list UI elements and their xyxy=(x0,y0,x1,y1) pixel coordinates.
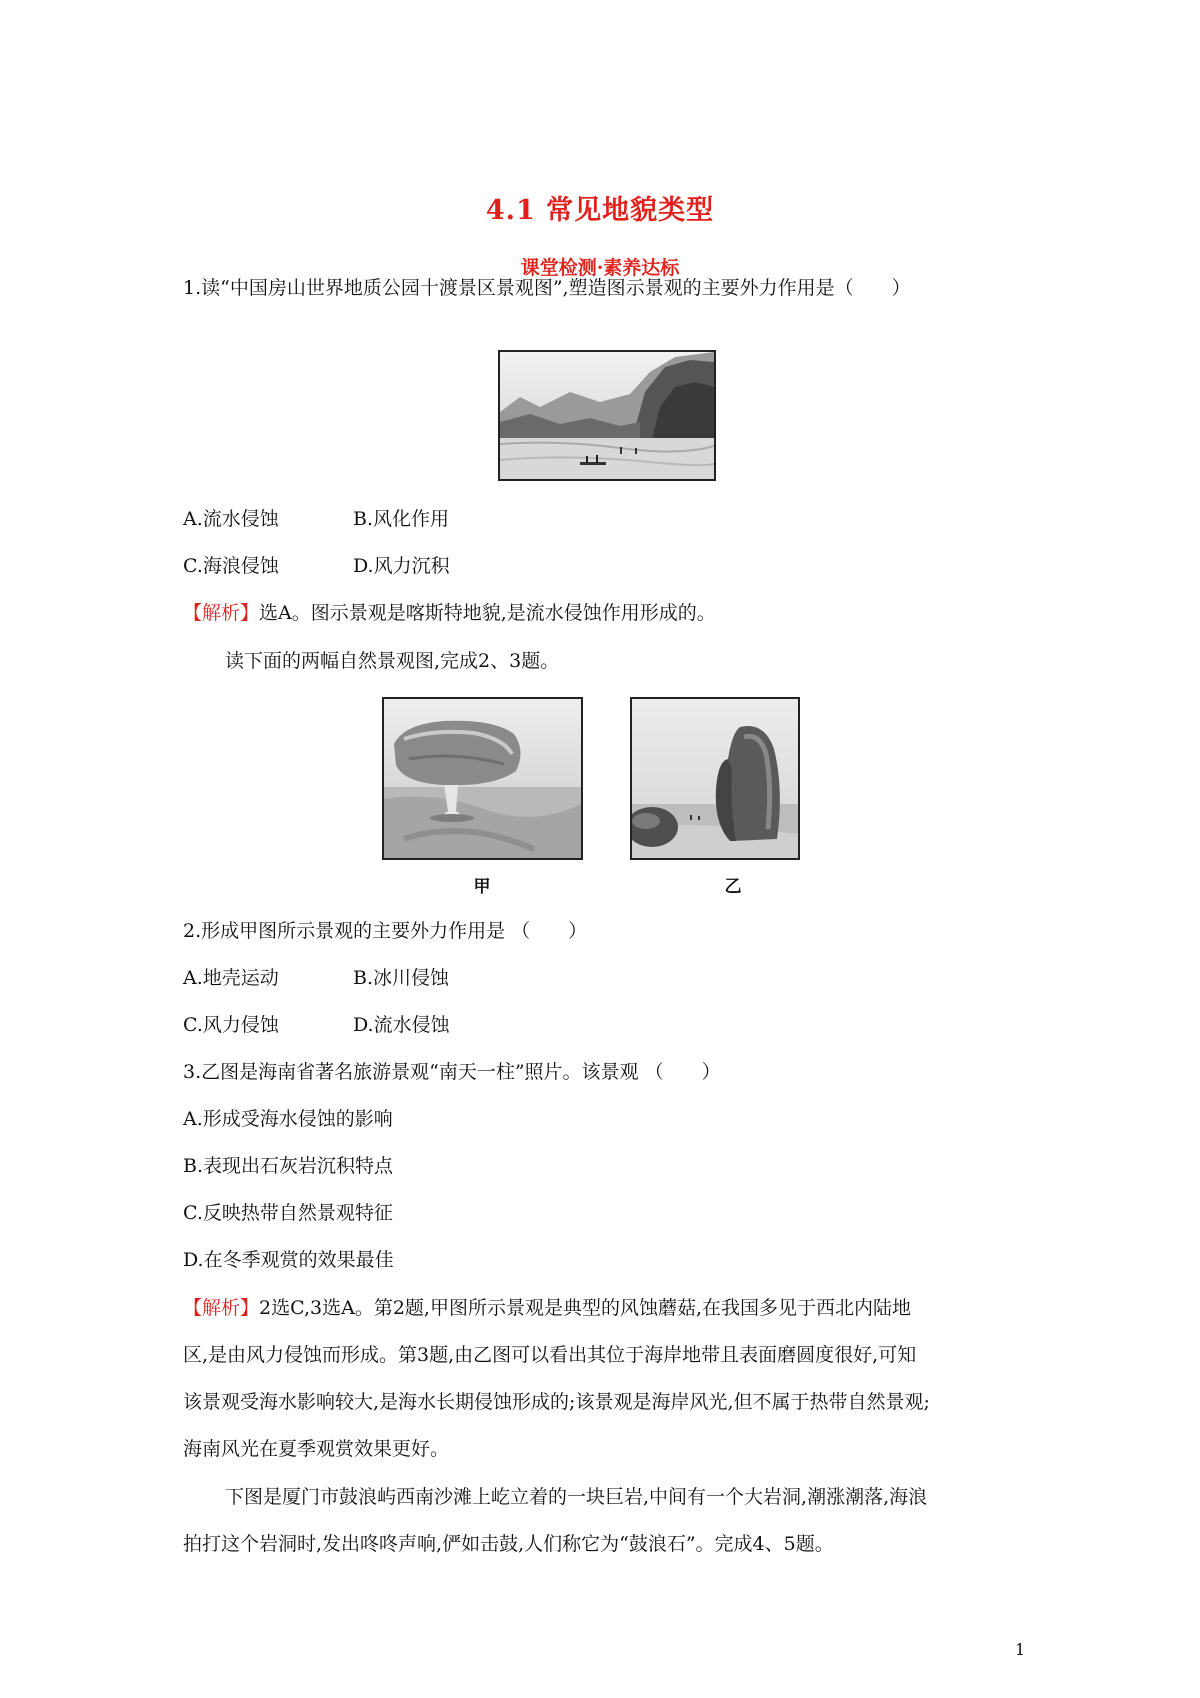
question-1-options-row2 xyxy=(183,553,450,579)
shidu-landscape-photo xyxy=(498,350,716,481)
option-d: D.流水侵蚀 xyxy=(353,1014,450,1036)
wind-erosion-rock-image xyxy=(384,699,581,858)
question-1-options-row1 xyxy=(183,506,449,532)
page-number: 1 xyxy=(1015,1640,1026,1659)
intro-q4-q5-line-1: 下图是厦门市鼓浪屿西南沙滩上屹立着的一块巨岩,中间有一个大岩洞,潮涨潮落,海浪 xyxy=(225,1486,928,1508)
option-c: C.风力侵蚀 xyxy=(183,1014,279,1036)
intro-q2-q3: 读下面的两幅自然景观图,完成2、3题。 xyxy=(225,650,560,672)
analysis-text: 2选C,3选A。第2题,甲图所示景观是典型的风蚀蘑菇,在我国多见于西北内陆地 xyxy=(259,1297,911,1319)
section-subtitle: 课堂检测·素养达标 xyxy=(520,257,680,279)
mushroom-rock-photo xyxy=(382,697,583,860)
question-1-stem: 1.读“中国房山世界地质公园十渡景区景观图”,塑造图示景观的主要外力作用是（ ） xyxy=(183,277,911,299)
caption-yi: 乙 xyxy=(724,877,742,897)
question-3-option-d: D.在冬季观赏的效果最佳 xyxy=(183,1249,394,1271)
option-b: B.风化作用 xyxy=(353,508,450,530)
analysis-tag: 【解析】 xyxy=(183,602,260,624)
analysis-23-line-3: 该景观受海水影响较大,是海水长期侵蚀形成的;该景观是海岸风光,但不属于热带自然景观; xyxy=(183,1391,930,1413)
option-a: A.流水侵蚀 xyxy=(183,508,279,530)
question-3-option-c: C.反映热带自然景观特征 xyxy=(183,1202,393,1224)
river-canyon-image xyxy=(500,352,714,479)
option-d: D.风力沉积 xyxy=(353,555,450,577)
analysis-23-line-2: 区,是由风力侵蚀而形成。第3题,由乙图可以看出其位于海岸地带且表面磨圆度很好,可知 xyxy=(183,1344,917,1366)
caption-jia: 甲 xyxy=(473,877,491,897)
question-3-stem: 3.乙图是海南省著名旅游景观“南天一柱”照片。该景观 （ ） xyxy=(183,1061,721,1083)
question-2-options-row1 xyxy=(183,965,449,991)
question-3-option-b: B.表现出石灰岩沉积特点 xyxy=(183,1155,394,1177)
option-a: A.地壳运动 xyxy=(183,967,279,989)
analysis-23-line-4: 海南风光在夏季观赏效果更好。 xyxy=(183,1438,450,1460)
option-b: B.冰川侵蚀 xyxy=(353,967,450,989)
question-1-analysis xyxy=(183,600,716,626)
coastal-rock-image xyxy=(632,699,798,858)
analysis-text: 选A。图示景观是喀斯特地貌,是流水侵蚀作用形成的。 xyxy=(259,602,716,624)
analysis-23-line-1 xyxy=(183,1295,911,1321)
page-title: 4.1 常见地貌类型 xyxy=(485,195,715,226)
analysis-tag: 【解析】 xyxy=(183,1297,260,1319)
intro-q4-q5-line-2: 拍打这个岩洞时,发出咚咚声响,俨如击鼓,人们称它为“鼓浪石”。完成4、5题。 xyxy=(183,1533,834,1555)
question-2-stem: 2.形成甲图所示景观的主要外力作用是 （ ） xyxy=(183,920,588,942)
question-2-options-row2 xyxy=(183,1012,450,1038)
nantian-yizhu-photo xyxy=(630,697,800,860)
question-3-option-a: A.形成受海水侵蚀的影响 xyxy=(183,1108,393,1130)
option-c: C.海浪侵蚀 xyxy=(183,555,279,577)
